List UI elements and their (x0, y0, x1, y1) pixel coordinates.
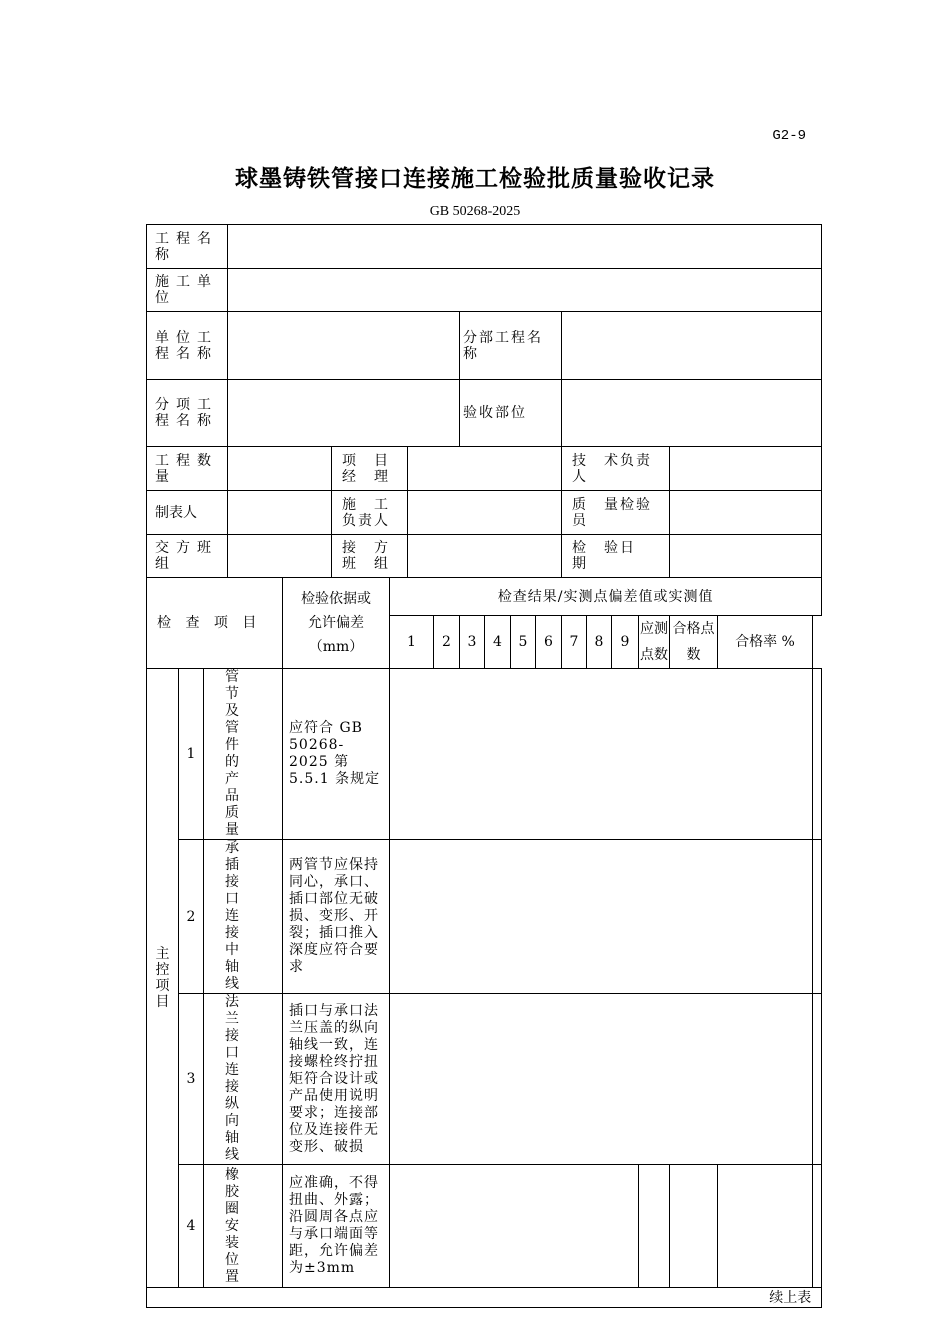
qualified-rate-field[interactable] (718, 1165, 813, 1288)
standard-number: GB 50268-2025 (429, 204, 521, 219)
item-no: 2 (179, 840, 204, 994)
item-no: 3 (179, 994, 204, 1165)
continued-note: 续上表 (147, 1288, 822, 1308)
criteria-header: 检验依据或允许偏差（mm） (283, 578, 390, 669)
sub-project-name-label: 分部工程名 称 (460, 312, 562, 380)
project-manager-label: 项 目经 理 (332, 447, 408, 491)
item-result-field[interactable] (390, 1165, 639, 1288)
inspection-date-field[interactable] (670, 535, 822, 578)
unit-project-name-field[interactable] (228, 312, 460, 380)
preparer-field[interactable] (228, 491, 332, 535)
point-3: 3 (460, 616, 485, 669)
item-name: 橡胶圈安装位置 (225, 1166, 245, 1285)
acceptance-record-table (146, 224, 822, 1308)
construction-unit-label: 施工单位 (147, 269, 228, 312)
item-name-cell (204, 840, 283, 994)
item-name: 承插接口连接中轴线 (225, 840, 245, 992)
form-code: G2-9 (772, 128, 806, 144)
inspection-date-label: 检 验日 期 (562, 535, 670, 578)
construction-lead-field[interactable] (408, 491, 562, 535)
qualified-points-header: 合格点数 (670, 616, 718, 669)
filler-cell (813, 1165, 822, 1288)
filler-cell (813, 994, 822, 1165)
check-item-header: 检 查 项 目 (147, 578, 283, 669)
form-title: 球墨铸铁管接口连接施工检验批质量验收记录 (235, 166, 715, 192)
point-7: 7 (562, 616, 587, 669)
project-name-field[interactable] (228, 225, 822, 269)
main-control-label: 主控项目 (155, 946, 170, 1010)
should-measure-header: 应测点数 (639, 616, 670, 669)
should-measure-field[interactable] (639, 1165, 670, 1288)
point-5: 5 (511, 616, 536, 669)
unit-project-name-label: 单位工程名称 (147, 312, 228, 380)
item-name: 法兰接口连接纵向轴线 (225, 994, 245, 1163)
item-criteria: 插口与承口法兰压盖的纵向轴线一致，连接螺栓终拧扭矩符合设计或产品使用说明要求；连接部位及连接件无变形、破损 (283, 994, 390, 1165)
receiving-team-label: 接 方班 组 (332, 535, 408, 578)
item-name-cell (204, 669, 283, 840)
item-criteria: 两管节应保持同心，承口、插口部位无破损、变形、开裂；插口推入深度应符合要求 (283, 840, 390, 994)
technical-lead-field[interactable] (670, 447, 822, 491)
main-control-label-cell (147, 669, 179, 1288)
point-6: 6 (536, 616, 562, 669)
quality-inspector-field[interactable] (670, 491, 822, 535)
technical-lead-label: 技 术负责人 (562, 447, 670, 491)
results-header: 检查结果/实测点偏差值或实测值 (390, 578, 822, 616)
filler-cell (813, 840, 822, 994)
quality-inspector-label: 质 量检验员 (562, 491, 670, 535)
item-result-field[interactable] (390, 994, 813, 1165)
item-criteria: 应符合 GB 50268-2025 第 5.5.1 条规定 (283, 669, 390, 840)
project-quantity-label: 工程数量 (147, 447, 228, 491)
item-result-field[interactable] (390, 840, 813, 994)
point-1: 1 (390, 616, 434, 669)
sub-project-name-field[interactable] (562, 312, 822, 380)
project-manager-field[interactable] (408, 447, 562, 491)
item-name: 管节及管件的产品质量 (225, 669, 245, 838)
filler-cell (813, 669, 822, 840)
item-project-name-label: 分项工程名称 (147, 380, 228, 447)
project-quantity-field[interactable] (228, 447, 332, 491)
acceptance-part-field[interactable] (562, 380, 822, 447)
item-no: 1 (179, 669, 204, 840)
item-project-name-field[interactable] (228, 380, 460, 447)
project-name-label: 工程名称 (147, 225, 228, 269)
qualified-points-field[interactable] (670, 1165, 718, 1288)
point-9: 9 (612, 616, 639, 669)
handover-team-label: 交方班组 (147, 535, 228, 578)
receiving-team-field[interactable] (408, 535, 562, 578)
point-4: 4 (485, 616, 511, 669)
point-2: 2 (434, 616, 460, 669)
item-name-cell (204, 994, 283, 1165)
preparer-label: 制表人 (147, 491, 228, 535)
handover-team-field[interactable] (228, 535, 332, 578)
qualified-rate-header: 合格率 % (718, 616, 813, 669)
construction-lead-label: 施 工负责人 (332, 491, 408, 535)
construction-unit-field[interactable] (228, 269, 822, 312)
item-result-field[interactable] (390, 669, 813, 840)
point-8: 8 (587, 616, 612, 669)
acceptance-part-label: 验收部位 (460, 380, 562, 447)
item-name-cell (204, 1165, 283, 1288)
item-no: 4 (179, 1165, 204, 1288)
item-criteria: 应准确，不得扭曲、外露；沿圆周各点应与承口端面等距，允许偏差为±3mm (283, 1165, 390, 1288)
